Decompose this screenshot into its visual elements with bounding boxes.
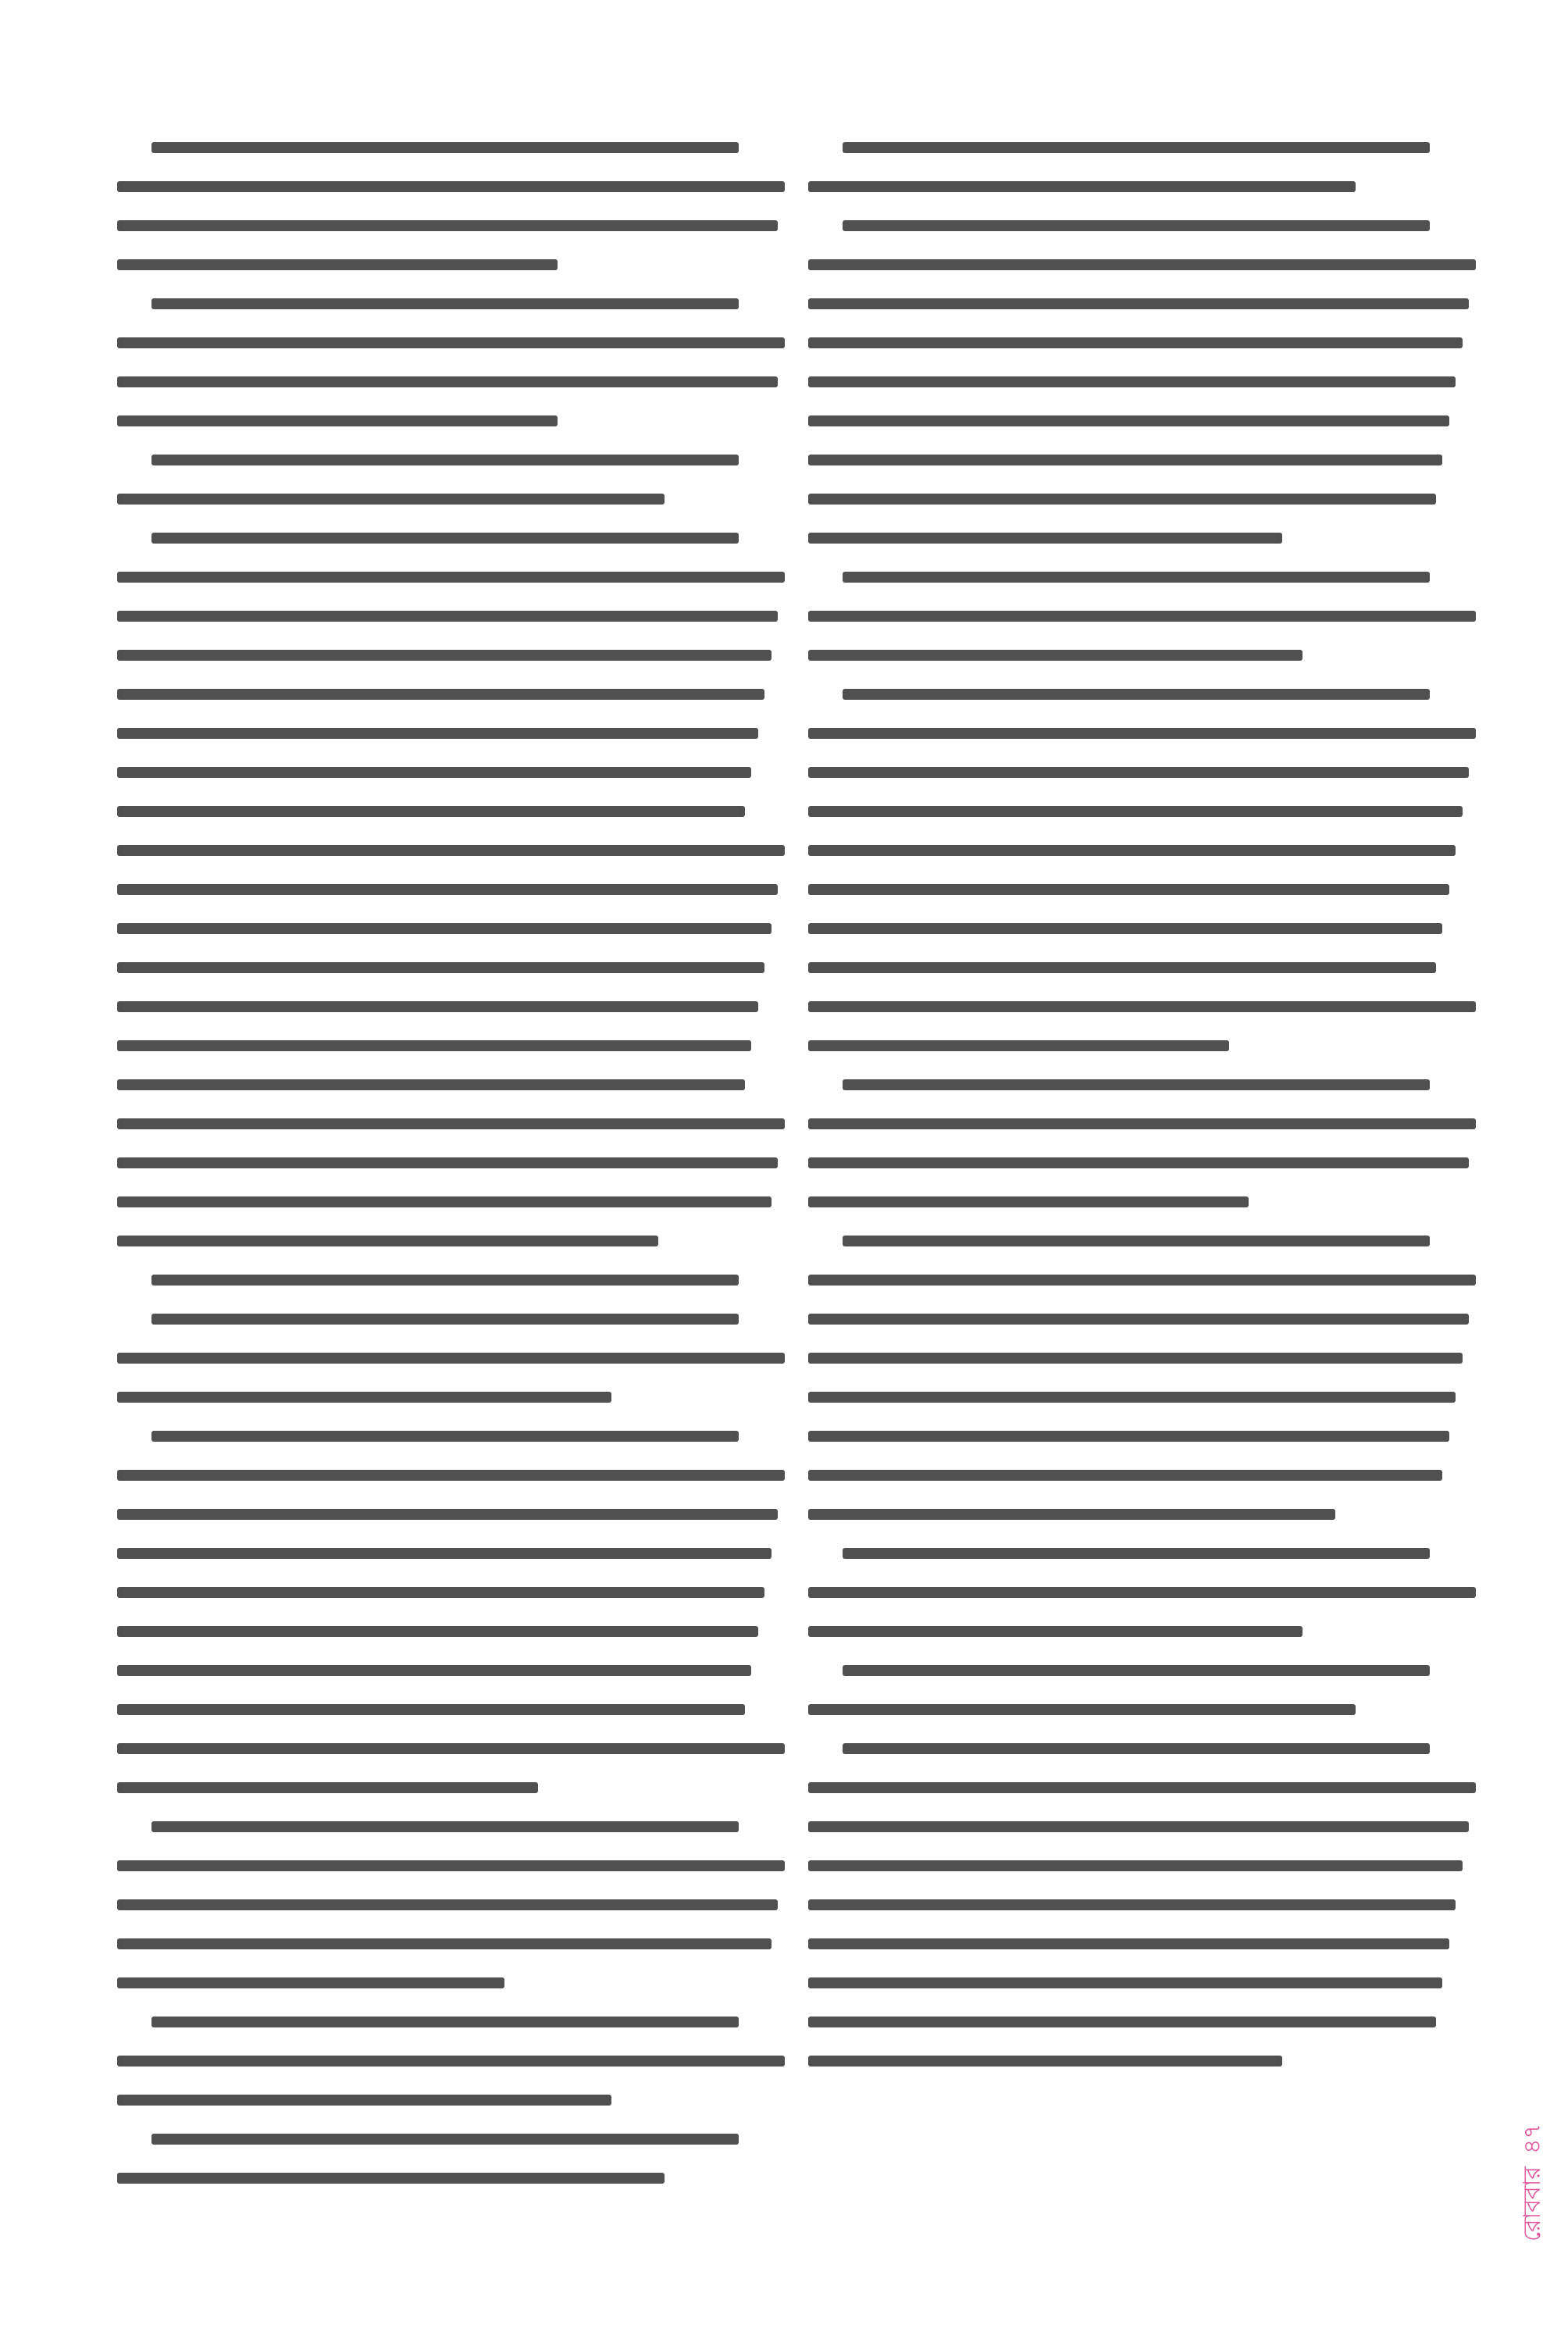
text-line <box>808 1821 1469 1832</box>
text-line <box>808 298 1469 309</box>
text-line <box>808 1509 1335 1520</box>
text-line <box>808 1977 1442 1988</box>
text-line <box>151 1431 739 1442</box>
text-line <box>117 1001 758 1012</box>
text-line <box>808 415 1449 426</box>
text-line <box>117 415 558 426</box>
text-line <box>808 1782 1476 1793</box>
text-line <box>151 455 739 465</box>
text-line <box>808 962 1436 973</box>
text-line <box>808 767 1469 778</box>
text-line <box>151 1275 739 1286</box>
text-line <box>843 1548 1430 1559</box>
text-line <box>117 884 778 895</box>
text-line <box>151 1314 739 1325</box>
paragraph <box>117 1431 785 1793</box>
text-line <box>117 259 558 270</box>
text-line <box>843 142 1430 153</box>
text-line <box>117 1470 785 1481</box>
text-line <box>843 1079 1430 1090</box>
text-line <box>117 1040 751 1051</box>
text-line <box>117 1548 772 1559</box>
text-line <box>843 220 1430 231</box>
text-line <box>117 1509 778 1520</box>
text-line <box>808 1118 1476 1129</box>
paragraph <box>117 2017 785 2106</box>
text-line <box>117 962 764 973</box>
text-line <box>117 376 778 387</box>
text-line <box>808 650 1303 661</box>
paragraph <box>808 689 1476 1051</box>
text-line <box>117 2095 611 2106</box>
paragraph <box>117 298 785 426</box>
text-line <box>808 1626 1303 1637</box>
text-line <box>117 1899 778 1910</box>
text-line <box>808 1470 1442 1481</box>
text-line <box>117 337 785 348</box>
text-line <box>808 1431 1449 1442</box>
text-line <box>808 923 1442 934</box>
text-line <box>151 2134 739 2145</box>
paragraph <box>117 2134 785 2184</box>
text-line <box>808 337 1463 348</box>
text-line <box>117 2173 665 2184</box>
page-number: ৪৭ <box>1518 2124 1546 2155</box>
text-line <box>808 181 1356 192</box>
text-line <box>843 689 1430 700</box>
text-line <box>808 1040 1229 1051</box>
text-line <box>117 845 785 856</box>
text-line <box>117 1118 785 1129</box>
text-line <box>117 220 778 231</box>
text-line <box>151 1821 739 1832</box>
text-line <box>117 650 772 661</box>
paragraph <box>808 220 1476 544</box>
paragraph <box>117 1821 785 1988</box>
text-line <box>843 572 1430 583</box>
text-line <box>808 1899 1456 1910</box>
text-line <box>808 259 1476 270</box>
paragraph <box>117 455 785 505</box>
text-line <box>117 1157 778 1168</box>
text-line <box>151 142 739 153</box>
text-line <box>151 533 739 544</box>
text-line <box>808 1157 1469 1168</box>
paragraph <box>808 572 1476 661</box>
paragraph <box>808 1665 1476 1715</box>
text-line <box>117 1977 504 1988</box>
text-line <box>117 1587 764 1598</box>
text-line <box>808 2056 1282 2067</box>
text-line <box>808 1587 1476 1598</box>
text-line <box>117 1392 611 1403</box>
text-line <box>808 806 1463 817</box>
paragraph <box>117 1314 785 1403</box>
paragraph <box>808 1743 1476 2067</box>
text-line <box>117 494 665 505</box>
text-line <box>117 1665 751 1676</box>
text-line <box>117 611 778 622</box>
text-line <box>808 728 1476 739</box>
text-line <box>117 1236 658 1246</box>
text-line <box>117 1743 785 1754</box>
text-line <box>808 1275 1476 1286</box>
text-line <box>808 845 1456 856</box>
text-line <box>117 1704 745 1715</box>
text-line <box>808 455 1442 465</box>
text-line <box>808 611 1476 622</box>
text-line <box>117 1353 785 1364</box>
text-line <box>117 1860 785 1871</box>
paragraph <box>117 1275 785 1286</box>
text-line <box>117 1079 745 1090</box>
paragraph <box>117 533 785 1246</box>
text-line <box>117 728 758 739</box>
text-line <box>808 376 1456 387</box>
text-line <box>808 2017 1436 2027</box>
text-line <box>808 1860 1463 1871</box>
paragraph <box>808 1236 1476 1520</box>
text-line <box>117 2056 785 2067</box>
text-line <box>117 767 751 778</box>
paragraph <box>808 1079 1476 1207</box>
magazine-name: রোববার <box>1518 2166 1546 2241</box>
text-line <box>117 689 764 700</box>
text-line <box>808 494 1436 505</box>
text-line <box>808 1704 1356 1715</box>
text-line <box>808 1196 1249 1207</box>
text-line <box>117 181 785 192</box>
paragraph <box>808 1548 1476 1637</box>
text-line <box>808 1392 1456 1403</box>
left-text-column <box>117 142 785 2173</box>
text-line <box>843 1743 1430 1754</box>
text-line <box>843 1665 1430 1676</box>
text-line <box>808 1938 1449 1949</box>
text-line <box>117 1626 758 1637</box>
paragraph <box>808 142 1476 192</box>
text-line <box>151 2017 739 2027</box>
text-line <box>808 884 1449 895</box>
text-line <box>808 1314 1469 1325</box>
text-line <box>117 923 772 934</box>
paragraph <box>117 142 785 270</box>
text-line <box>117 1938 772 1949</box>
page-footer <box>1513 2085 1552 2241</box>
text-line <box>151 298 739 309</box>
text-line <box>808 1001 1476 1012</box>
text-line <box>808 533 1282 544</box>
text-line <box>117 806 745 817</box>
text-line <box>117 572 785 583</box>
text-line <box>117 1782 538 1793</box>
right-text-column <box>808 142 1476 2173</box>
text-line <box>117 1196 772 1207</box>
text-line <box>843 1236 1430 1246</box>
text-line <box>808 1353 1463 1364</box>
